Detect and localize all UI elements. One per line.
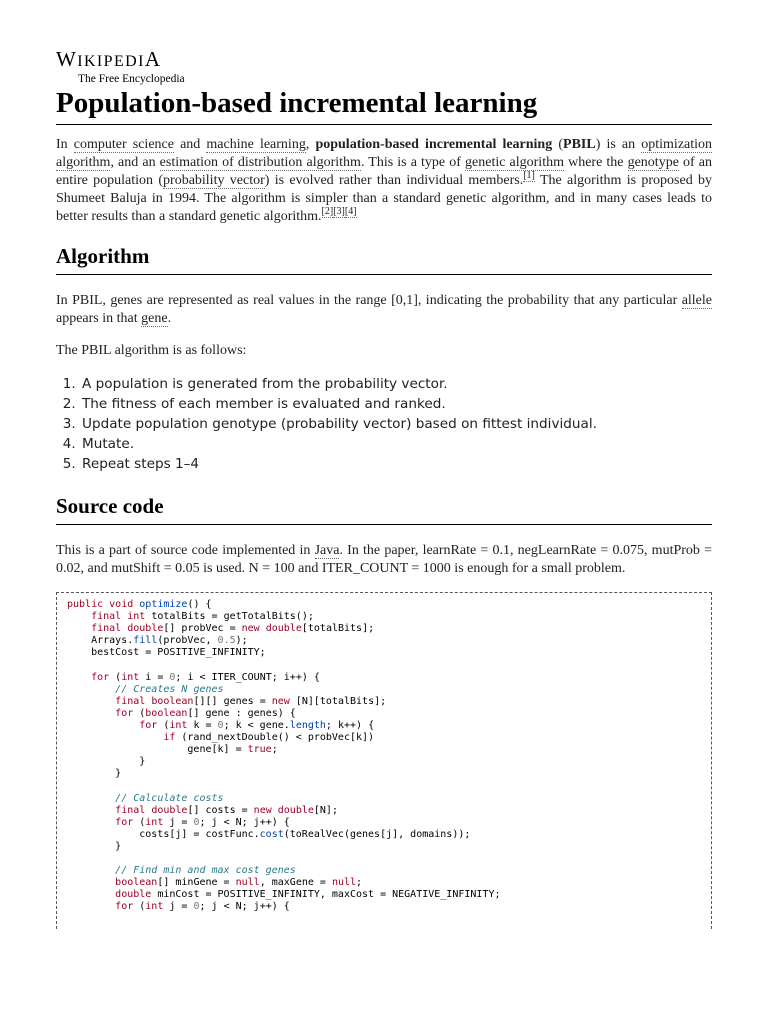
intro-paragraph: In computer science and machine learning, population-based incremental learning (PBIL) is an optimization algorithm, and an estimation of distribution algorithm. This is a type of genetic algorithm where the genotype of an entire population (probability vector) is evolved rather than individual members.[1] The algorithm is proposed by Shumeet Baluja in 1994. The algorithm is simpler than a standard genetic algorithm, and in many cases leads to better results than a standard genetic algorithm.[2][3][4] (56, 137, 713, 224)
article (56, 48, 712, 929)
page-title: Population-based incremental learning (56, 86, 712, 125)
logo-tagline: The Free Encyclopedia (78, 73, 185, 85)
algorithm-steps (56, 374, 712, 474)
ref-3[interactable]: [3] (333, 206, 345, 218)
link-estimation-of-distribution[interactable]: estimation of distribution algorithm (159, 155, 361, 170)
ref-1[interactable]: [1] (523, 170, 535, 182)
ref-4[interactable]: [4] (344, 206, 357, 218)
logo-wordmark: WIKIPEDIA (56, 47, 162, 71)
link-genotype[interactable]: genotype (627, 155, 679, 170)
source-paragraph: This is a part of source code implemented in Java. In the paper, learnRate = 0.1, negLearnRate = 0.075, mutProb = 0.02, and mutShift = 0.05 is used. N = 100 and ITER_COUNT = 1000 is enough for a small problem. (56, 543, 712, 576)
section-heading-source-code: Source code (56, 492, 712, 525)
list-item: 2. The fitness of each member is evaluated and ranked. (80, 394, 712, 414)
link-java[interactable]: Java (314, 543, 340, 558)
link-gene[interactable]: gene (141, 311, 168, 326)
source-code: public void optimize() { final int totalBits = getTotalBits(); final double[] probVec = new double[totalBits]; Arrays.fill(probVec, 0.5); bestCost = POSITIVE_INFINITY; for (int i = 0; i < ITER_COUNT; i++) { // Creates N genes final boolean[][] genes = new [N][totalBits]; for (boolean[] gene : genes) { for (int k = 0; k < gene.length; k++) { if (rand_nextDouble() < probVec[k]) gene[k] = true; } } // Calculate costs final double[] costs = new double[N]; for (int j = 0; j < N; j++) { costs[j] = costFunc.cost(toRealVec(genes[j], domains)); } // Find min and max cost genes boolean[] minGene = null, maxGene = null; double minCost = POSITIVE_INFINITY, maxCost = NEGATIVE_INFINITY; for (int j = 0; j < N; j++) { (67, 599, 501, 913)
algorithm-intro: The PBIL algorithm is as follows: (56, 343, 247, 358)
code-block[interactable] (56, 592, 712, 929)
term-bold: population-based incremental learning (315, 137, 553, 152)
link-computer-science[interactable]: computer science (73, 137, 174, 152)
link-genetic-algorithm[interactable]: genetic algorithm (465, 155, 564, 170)
list-item: 5. Repeat steps 1–4 (80, 454, 712, 474)
list-item: 4. Mutate. (80, 434, 712, 454)
wikipedia-logo[interactable] (56, 48, 712, 86)
section-heading-algorithm: Algorithm (56, 242, 712, 275)
list-item: 1. A population is generated from the probability vector. (80, 374, 712, 394)
ref-2[interactable]: [2] (321, 206, 334, 218)
term-abbrev: PBIL (563, 137, 596, 152)
list-item: 3. Update population genotype (probability vector) based on fittest individual. (80, 414, 712, 434)
link-probability-vector[interactable]: probability vector (163, 173, 265, 188)
algorithm-paragraph: In PBIL, genes are represented as real values in the range [0,1], indicating the probability that any particular allele appears in that gene. (56, 293, 712, 326)
link-machine-learning[interactable]: machine learning (206, 137, 306, 152)
link-allele[interactable]: allele (681, 293, 712, 308)
link-optimization-algorithm[interactable]: optimization algorithm (56, 137, 713, 170)
